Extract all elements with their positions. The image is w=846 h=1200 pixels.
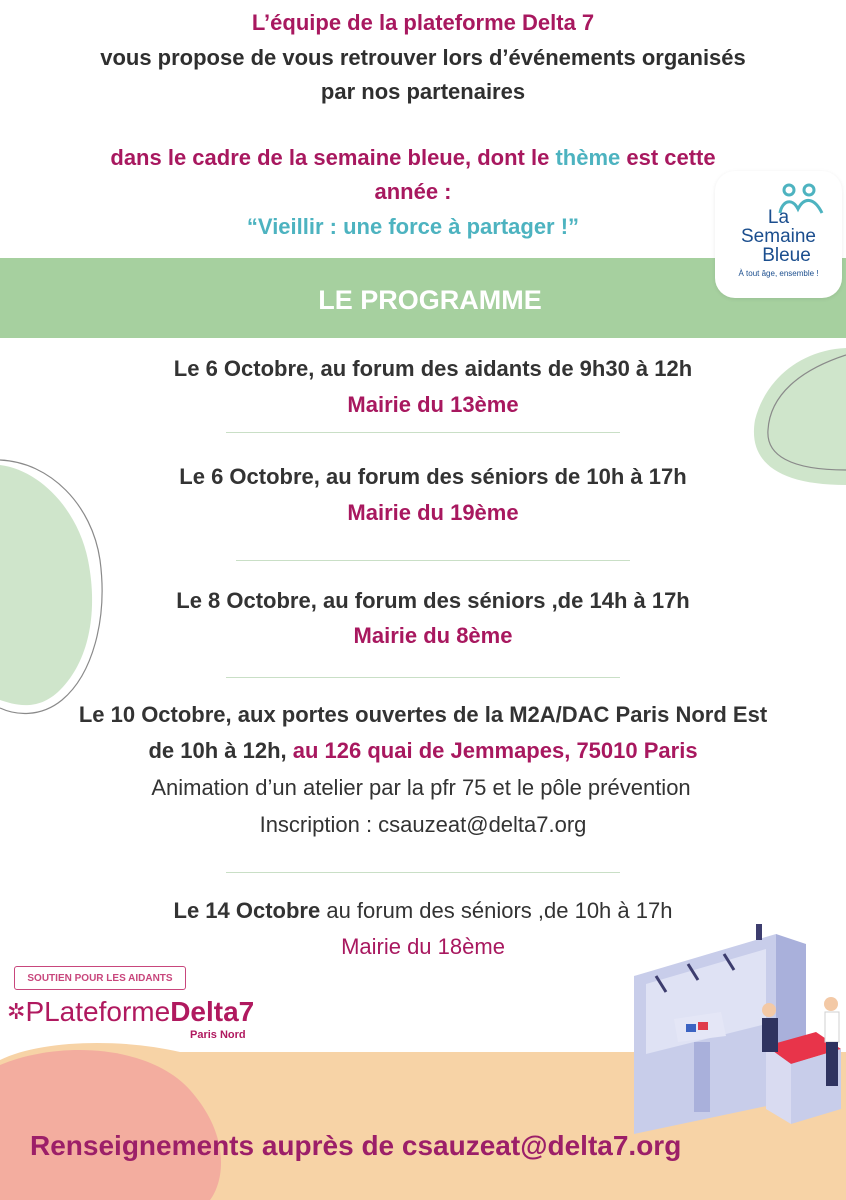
- badge-word-3: Bleue: [762, 245, 811, 266]
- badge-word-2: Semaine: [741, 226, 816, 247]
- divider: [226, 872, 620, 873]
- event-4-address: au 126 quai de Jemmapes, 75010 Paris: [292, 738, 698, 763]
- star-icon: ✲: [7, 999, 26, 1024]
- theme-line-2: année :: [374, 179, 452, 204]
- event-5-rest: au forum des séniors ,de 10h à 17h: [320, 898, 673, 923]
- programme-title: LE PROGRAMME: [318, 285, 542, 315]
- semaine-bleue-badge: [715, 171, 842, 298]
- theme-line: [0, 142, 826, 173]
- badge-word-1: La: [767, 207, 790, 228]
- event-4-line-4: Inscription : csauzeat@delta7.org: [259, 812, 587, 837]
- event-4-line-1: Le 10 Octobre, aux portes ouvertes de la M2A/DAC Paris Nord Est: [78, 702, 768, 727]
- badge-tagline: À tout âge, ensemble !: [738, 269, 819, 278]
- event-2-venue: Mairie du 19ème: [347, 500, 519, 525]
- logo-name-bold: Delta7: [170, 996, 255, 1027]
- theme-suffix: est cette: [620, 145, 716, 170]
- event-5-venue: Mairie du 18ème: [341, 934, 505, 959]
- footer-contact: Renseignements auprès de csauzeat@delta7.org: [30, 1130, 682, 1161]
- event-3-title: Le 8 Octobre, au forum des séniors ,de 14h à 17h: [176, 588, 690, 613]
- theme-prefix: dans le cadre de la semaine bleue, dont le: [110, 145, 556, 170]
- intro-line-3: par nos partenaires: [320, 79, 526, 104]
- divider: [226, 677, 620, 678]
- intro-line-1: L’équipe de la plateforme Delta 7: [251, 10, 595, 35]
- event-4-line-3: Animation d’un atelier par la pfr 75 et le pôle prévention: [151, 775, 691, 800]
- event-1-title: Le 6 Octobre, au forum des aidants de 9h30 à 12h: [173, 356, 693, 381]
- event-4-separator: ,: [280, 738, 293, 763]
- divider: [236, 560, 630, 561]
- logo-name: [7, 995, 254, 1029]
- logo-tagline: SOUTIEN POUR LES AIDANTS: [14, 966, 186, 990]
- intro-line-2: vous propose de vous retrouver lors d’événements organisés: [100, 45, 746, 70]
- logo-name-light: PLateforme: [25, 996, 171, 1027]
- event-4-line-2: [0, 733, 846, 769]
- theme-quote: “Vieillir : une force à partager !”: [246, 214, 580, 239]
- divider: [226, 432, 620, 433]
- theme-word: thème: [555, 145, 621, 170]
- logo-subtitle: Paris Nord: [190, 1029, 246, 1041]
- event-4-time: de 10h à 12h: [148, 738, 281, 763]
- event-3-venue: Mairie du 8ème: [353, 623, 513, 648]
- event-1-venue: Mairie du 13ème: [347, 392, 519, 417]
- event-2-title: Le 6 Octobre, au forum des séniors de 10h à 17h: [179, 464, 687, 489]
- event-5-date: Le 14 Octobre: [173, 898, 321, 923]
